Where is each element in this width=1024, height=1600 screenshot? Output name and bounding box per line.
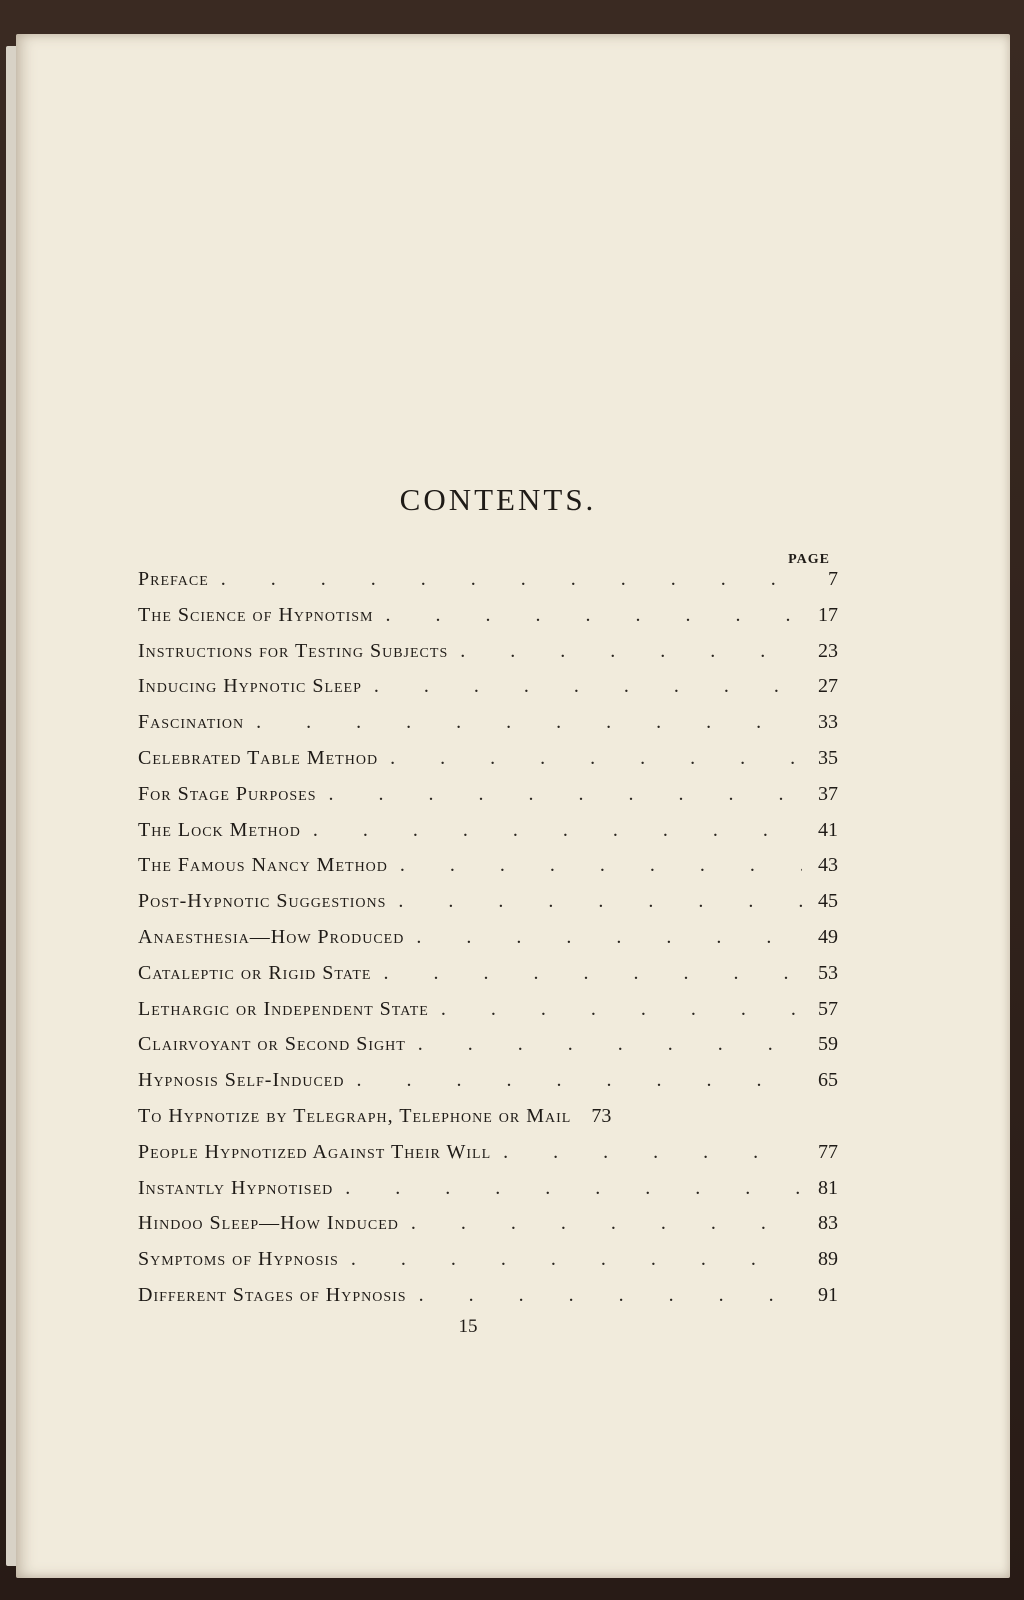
dot-leader (374, 675, 802, 698)
dot-leader (411, 1212, 802, 1235)
list-item (138, 604, 838, 640)
list-item (138, 1248, 838, 1284)
contents-list (138, 568, 838, 1320)
dot-leader (329, 783, 803, 806)
list-item (138, 1141, 838, 1177)
dot-leader (441, 998, 802, 1021)
book-page (16, 34, 1010, 1578)
entry-page: 17 (818, 603, 838, 626)
list-item (138, 926, 838, 962)
dot-leader (503, 1141, 802, 1164)
entry-title: Lethargic or Independent State (138, 997, 429, 1020)
list-item (138, 1177, 838, 1213)
dot-leader (256, 711, 802, 734)
entry-page: 57 (818, 997, 838, 1020)
entry-page: 73 (591, 1104, 612, 1127)
entry-page: 53 (818, 961, 838, 984)
entry-title: The Science of Hypnotism (138, 603, 374, 626)
entry-title: Instantly Hypnotised (138, 1176, 334, 1199)
dot-leader (400, 854, 802, 877)
list-item (138, 890, 838, 926)
entry-title: Instructions for Testing Subjects (138, 639, 449, 662)
dot-leader (416, 926, 802, 949)
entry-page: 77 (818, 1140, 838, 1163)
list-item (138, 1105, 838, 1141)
entry-page: 35 (818, 746, 838, 769)
entry-title: Preface (138, 568, 209, 590)
entry-page: 89 (818, 1248, 838, 1271)
list-item (138, 854, 838, 890)
list-item (138, 640, 838, 676)
list-item (138, 962, 838, 998)
entry-title: The Famous Nancy Method (138, 854, 388, 877)
dot-leader (356, 1069, 802, 1092)
dot-leader (383, 962, 802, 985)
entry-page: 43 (818, 854, 838, 877)
dot-leader (418, 1033, 802, 1056)
page-column-label: PAGE (788, 552, 830, 567)
entry-page: 83 (818, 1212, 838, 1235)
list-item (138, 819, 838, 855)
entry-title: Clairvoyant or Second Sight (138, 1033, 406, 1056)
dot-leader (460, 640, 802, 663)
entry-title: Symptoms of Hypnosis (138, 1248, 339, 1271)
list-item (138, 783, 838, 819)
dot-leader (351, 1248, 802, 1271)
entry-title: Fascination (138, 711, 245, 734)
dot-leader (385, 604, 802, 627)
entry-title: Celebrated Table Method (138, 746, 379, 769)
entry-title: Post-Hypnotic Suggestions (138, 890, 387, 913)
entry-title: The Lock Method (138, 818, 301, 841)
contents-heading: CONTENTS. (399, 482, 597, 517)
entry-page: 91 (818, 1283, 838, 1306)
entry-page: 27 (818, 675, 838, 698)
list-item (138, 1284, 838, 1320)
entry-title: Hypnosis Self-Induced (138, 1069, 345, 1092)
entry-page: 41 (818, 818, 838, 841)
list-item (138, 568, 838, 604)
list-item (138, 747, 838, 783)
entry-page: 59 (818, 1033, 838, 1056)
list-item (138, 1033, 838, 1069)
entry-page: 23 (818, 639, 838, 662)
dot-leader (419, 1284, 802, 1307)
list-item (138, 1069, 838, 1105)
dot-leader (398, 890, 802, 913)
entry-title: For Stage Purposes (138, 782, 317, 805)
entry-title: Hindoo Sleep—How Induced (138, 1212, 399, 1235)
page-number: 15 (458, 1316, 478, 1337)
entry-page: 65 (818, 1069, 838, 1092)
entry-title: Cataleptic or Rigid State (138, 961, 372, 984)
entry-page: 49 (818, 925, 838, 948)
entry-page: 45 (818, 890, 838, 913)
dot-leader (345, 1177, 802, 1200)
dot-leader (221, 568, 802, 591)
entry-title: Anaesthesia—How Produced (138, 925, 405, 948)
list-item (138, 998, 838, 1034)
entry-page: 81 (818, 1176, 838, 1199)
entry-title: Inducing Hypnotic Sleep (138, 675, 362, 698)
entry-page: 7 (828, 568, 838, 590)
dot-leader (390, 747, 802, 770)
entry-page: 33 (818, 711, 838, 734)
list-item (138, 711, 838, 747)
entry-title: Different Stages of Hypnosis (138, 1283, 407, 1306)
entry-page: 37 (818, 782, 838, 805)
list-item (138, 1212, 838, 1248)
entry-title: To Hypnotize by Telegraph, Telephone or Mail (138, 1104, 572, 1127)
dot-leader (313, 819, 802, 842)
entry-title: People Hypnotized Against Their Will (138, 1140, 492, 1163)
list-item (138, 675, 838, 711)
